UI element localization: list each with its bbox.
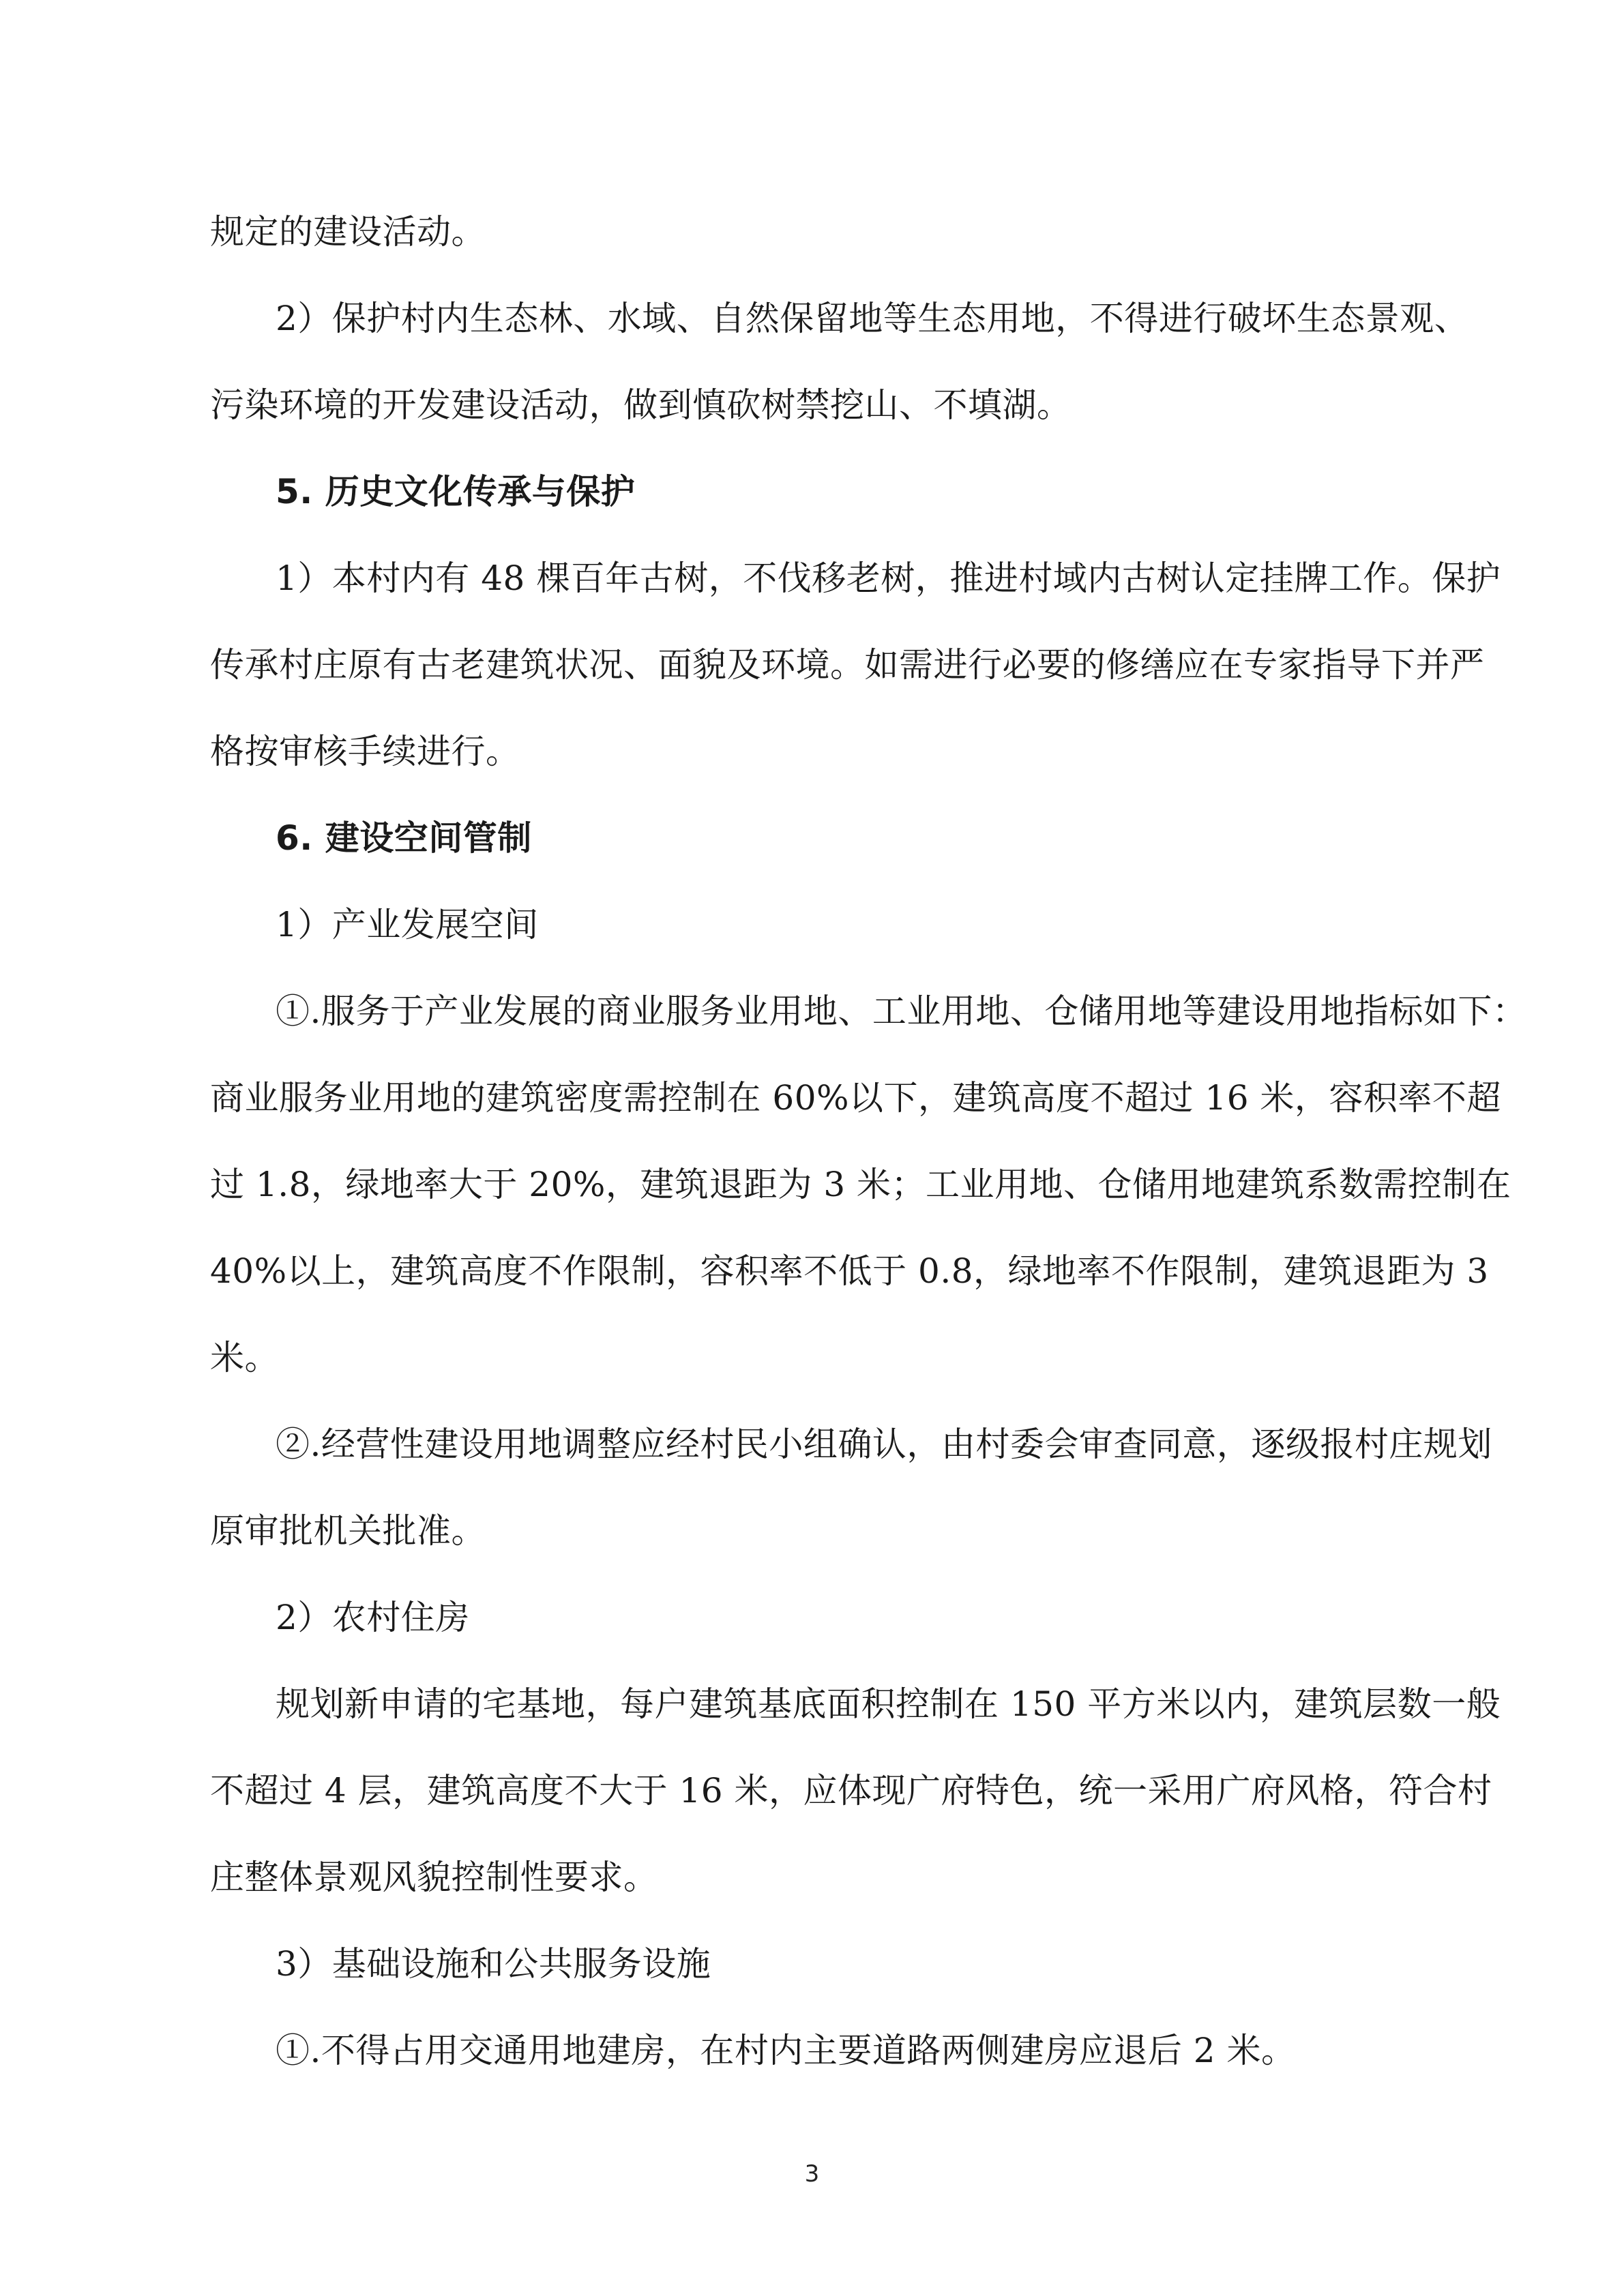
sub-heading: 1）产业发展空间 bbox=[276, 905, 539, 944]
paragraph-line: 商业服务业用地的建筑密度需控制在 60%以下，建筑高度不超过 16 米，容积率不超 bbox=[210, 1078, 1501, 1118]
paragraph-line: 原审批机关批准。 bbox=[210, 1511, 486, 1551]
paragraph-line: 规定的建设活动。 bbox=[210, 212, 486, 252]
paragraph-line: 规划新申请的宅基地，每户建筑基底面积控制在 150 平方米以内，建筑层数一般 bbox=[276, 1684, 1501, 1724]
paragraph-line: 不超过 4 层，建筑高度不大于 16 米，应体现广府特色，统一采用广府风格，符合村 bbox=[210, 1771, 1492, 1810]
paragraph-line: 庄整体景观风貌控制性要求。 bbox=[210, 1858, 658, 1897]
sub-heading: 3）基础设施和公共服务设施 bbox=[276, 1944, 711, 1984]
page-number: 3 bbox=[804, 2160, 820, 2188]
paragraph-line: 1）本村内有 48 棵百年古树，不伐移老树，推进村域内古树认定挂牌工作。保护 bbox=[276, 558, 1501, 598]
paragraph-line: 2）保护村内生态林、水域、自然保留地等生态用地，不得进行破坏生态景观、 bbox=[276, 299, 1469, 338]
paragraph-line: 污染环境的开发建设活动，做到慎砍树禁挖山、不填湖。 bbox=[210, 385, 1072, 425]
paragraph-line: 过 1.8，绿地率大于 20%，建筑退距为 3 米；工业用地、仓储用地建筑系数需控制在 bbox=[210, 1165, 1511, 1204]
paragraph-line: 40%以上，建筑高度不作限制，容积率不低于 0.8，绿地率不作限制，建筑退距为 3 bbox=[210, 1251, 1489, 1291]
section-heading: 5. 历史文化传承与保护 bbox=[276, 472, 636, 511]
section-heading: 6. 建设空间管制 bbox=[276, 818, 532, 858]
paragraph-line: ②.经营性建设用地调整应经村民小组确认，由村委会审查同意，逐级报村庄规划 bbox=[276, 1425, 1492, 1464]
paragraph-line: 米。 bbox=[210, 1338, 279, 1377]
paragraph-line: 格按审核手续进行。 bbox=[210, 732, 520, 771]
paragraph-line: ①.服务于产业发展的商业服务业用地、工业用地、仓储用地等建设用地指标如下： bbox=[276, 992, 1527, 1031]
sub-heading: 2）农村住房 bbox=[276, 1598, 470, 1637]
paragraph-line: 传承村庄原有古老建筑状况、面貌及环境。如需进行必要的修缮应在专家指导下并严 bbox=[210, 645, 1485, 685]
paragraph-line: ①.不得占用交通用地建房，在村内主要道路两侧建房应退后 2 米。 bbox=[276, 2031, 1296, 2070]
